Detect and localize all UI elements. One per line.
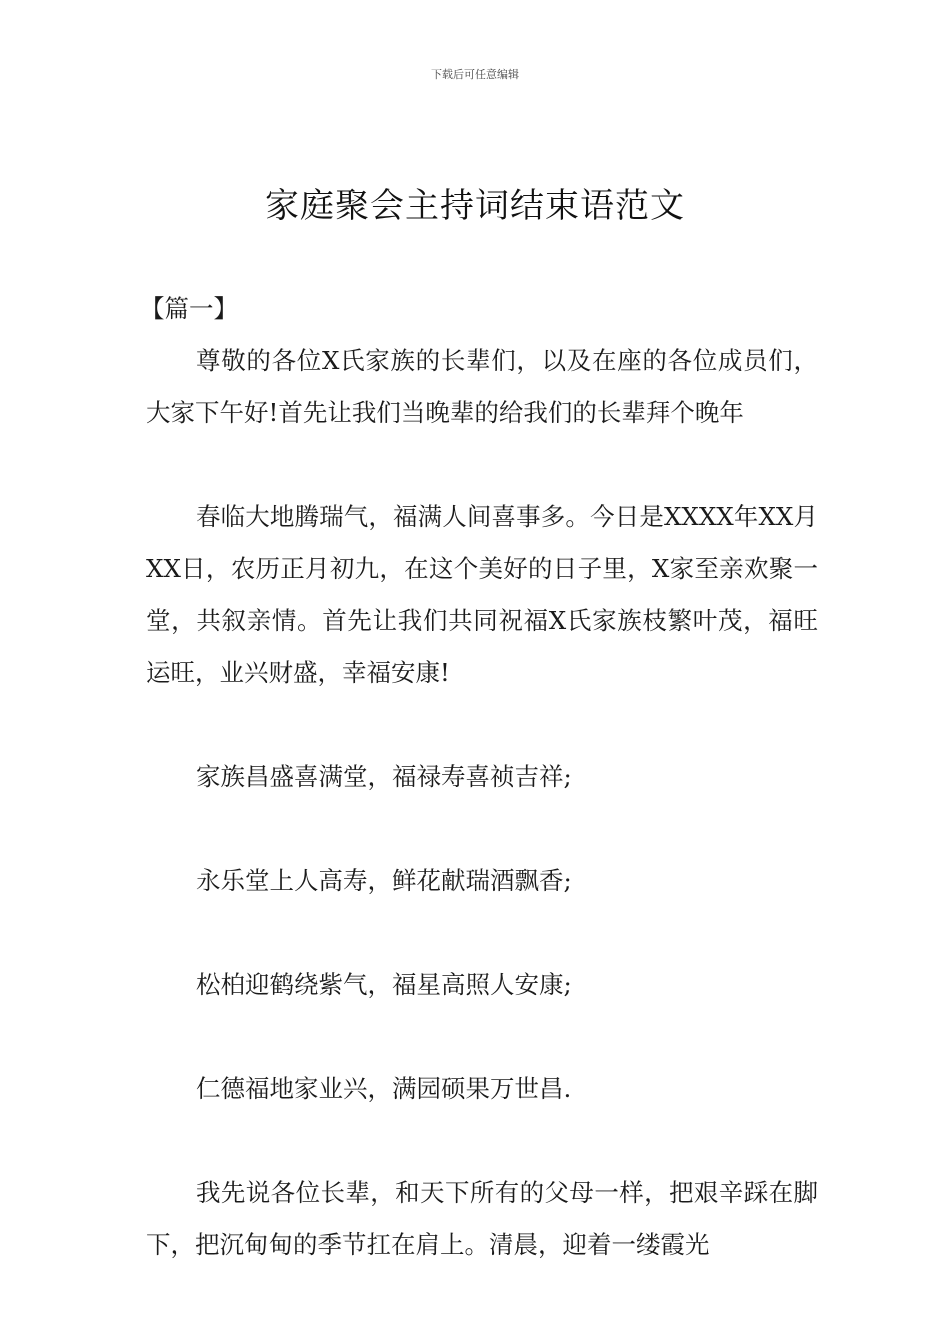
verse-line: 永乐堂上人高寿，鲜花献瑞酒飘香;: [196, 866, 572, 895]
paragraph-spacer: [146, 1115, 818, 1167]
document-body: [140, 283, 818, 1271]
paragraph-spacer: [146, 907, 818, 959]
paragraph-spacer: [146, 1011, 818, 1063]
verse-line: 松柏迎鹤绕紫气，福星高照人安康;: [196, 970, 572, 999]
section-label: 【篇一】: [140, 294, 238, 323]
paragraph-elders: 我先说各位长辈，和天下所有的父母一样，把艰辛踩在脚下，把沉甸甸的季节扛在肩上。清晨，迎着一缕霞光: [146, 1178, 818, 1259]
paragraph-spacer: [146, 699, 818, 751]
paragraph-opening: 春临大地腾瑞气，福满人间喜事多。今日是XXXX年XX月XX日，农历正月初九，在这个美好的日子里，X家至亲欢聚一堂，共叙亲情。首先让我们共同祝福X氏家族枝繁叶茂，福旺运旺，业兴财盛，幸福安康!: [146, 502, 818, 687]
header-note: 下载后可任意编辑: [431, 68, 519, 81]
verse-line: 家族昌盛喜满堂，福禄寿喜祯吉祥;: [196, 762, 572, 791]
paragraph-spacer: [146, 439, 818, 491]
paragraph-spacer: [146, 803, 818, 855]
paragraph-greeting: 尊敬的各位X氏家族的长辈们，以及在座的各位成员们，大家下午好!首先让我们当晚辈的给我们的长辈拜个晚年: [146, 346, 818, 427]
verse-line: 仁德福地家业兴，满园硕果万世昌.: [196, 1074, 572, 1103]
document-title: 家庭聚会主持词结束语范文: [265, 186, 685, 226]
